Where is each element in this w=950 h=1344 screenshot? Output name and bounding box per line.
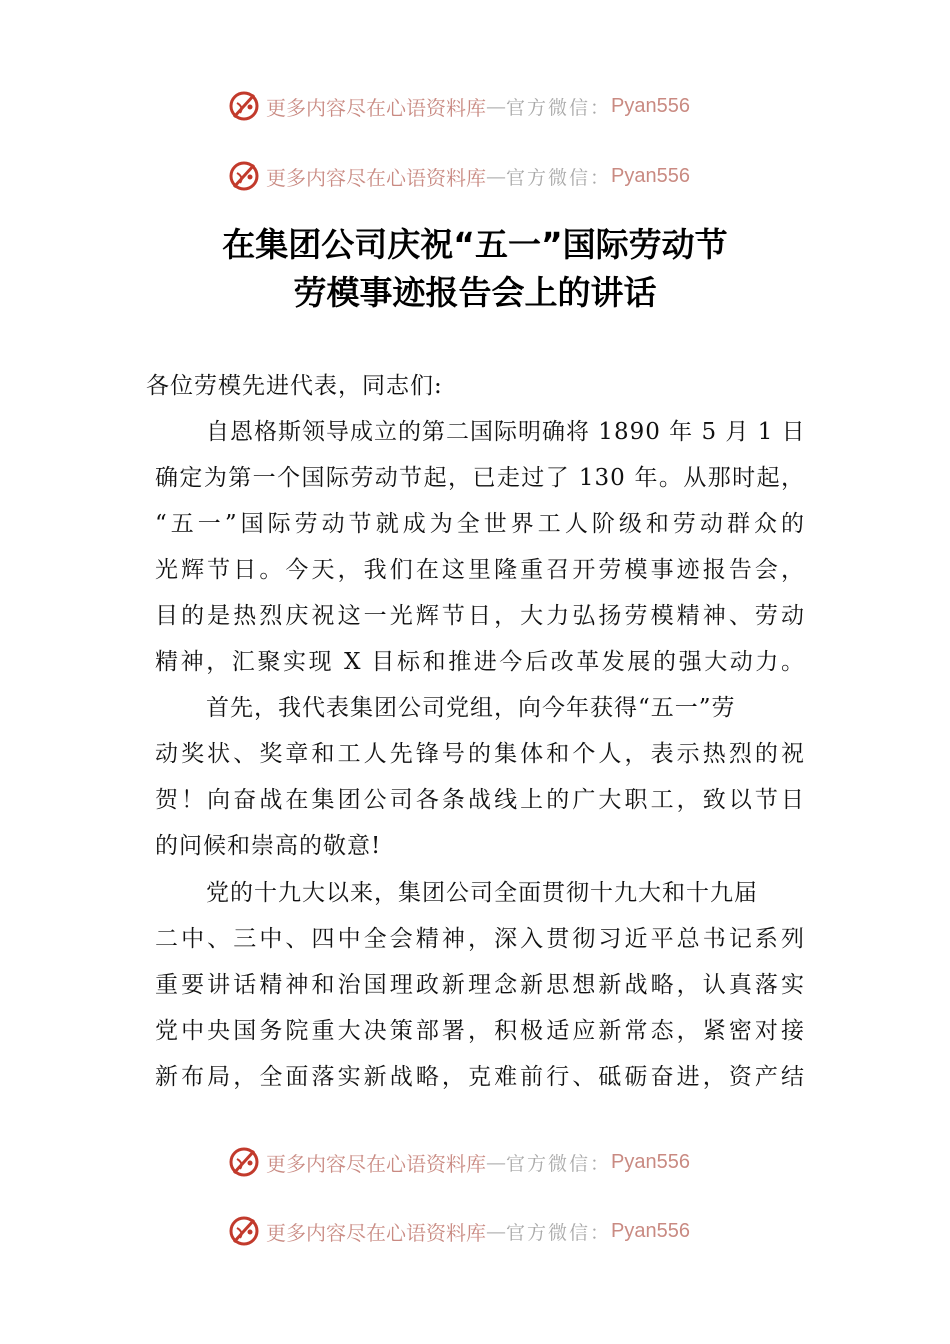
watermark-banner-3: [228, 1142, 748, 1182]
pen-logo-icon: [228, 159, 262, 193]
watermark-separator: —: [486, 94, 506, 118]
watermark-official-label: 官方微信：: [506, 166, 612, 189]
watermark-site-text: 更多内容尽在心语资料库: [266, 1151, 486, 1176]
pen-logo-icon: [228, 89, 262, 123]
watermark-wechat-id: Pyan556: [611, 164, 690, 187]
watermark-wechat-id: Pyan556: [611, 94, 690, 117]
watermark-separator: —: [486, 1219, 506, 1243]
paragraph-line: 新布局，全面落实新战略，克难前行、砥砺奋进，资产结: [155, 1064, 805, 1090]
watermark-official-label: 官方微信：: [506, 1221, 612, 1244]
paragraph-line: 党中央国务院重大决策部署，积极适应新常态，紧密对接: [155, 1018, 805, 1044]
watermark-official-label: 官方微信：: [506, 96, 612, 119]
document-title-line-1: 在集团公司庆祝“五一”国际劳动节: [222, 225, 728, 264]
watermark-site-text: 更多内容尽在心语资料库: [266, 165, 486, 190]
paragraph-line: 确定为第一个国际劳动节起，已走过了 130 年。从那时起，: [155, 465, 805, 491]
watermark-official-label: 官方微信：: [506, 1152, 612, 1175]
paragraph-line: 光辉节日。今天，我们在这里隆重召开劳模事迹报告会，: [155, 557, 805, 583]
watermark-wechat-id: Pyan556: [611, 1219, 690, 1242]
paragraph-line: 党的十九大以来，集团公司全面贯彻十九大和十九届: [206, 880, 758, 906]
watermark-wechat-id: Pyan556: [611, 1150, 690, 1173]
paragraph-line: “五一”国际劳动节就成为全世界工人阶级和劳动群众的: [155, 511, 805, 537]
paragraph-line: 二中、三中、四中全会精神，深入贯彻习近平总书记系列: [155, 926, 805, 952]
paragraph-line: 动奖状、奖章和工人先锋号的集体和个人，表示热烈的祝: [155, 741, 805, 767]
pen-logo-icon: [228, 1214, 262, 1248]
watermark-separator: —: [486, 1150, 506, 1174]
paragraph-line: 目的是热烈庆祝这一光辉节日，大力弘扬劳模精神、劳动: [155, 603, 805, 629]
watermark-site-text: 更多内容尽在心语资料库: [266, 1220, 486, 1245]
watermark-separator: —: [486, 164, 506, 188]
watermark-banner-2: [228, 156, 748, 196]
pen-logo-icon: [228, 1145, 262, 1179]
paragraph-line: 自恩格斯领导成立的第二国际明确将 1890 年 5 月 1 日: [206, 419, 806, 445]
paragraph-line: 精神，汇聚实现 X 目标和推进今后改革发展的强大动力。: [155, 649, 805, 675]
watermark-banner-1: [228, 86, 748, 126]
document-title-line-2: 劳模事迹报告会上的讲话: [293, 273, 657, 312]
salutation: 各位劳模先进代表，同志们:: [146, 373, 443, 399]
watermark-site-text: 更多内容尽在心语资料库: [266, 95, 486, 120]
paragraph-line: 首先，我代表集团公司党组，向今年获得“五一”劳: [206, 695, 736, 721]
paragraph-line: 重要讲话精神和治国理政新理念新思想新战略，认真落实: [155, 972, 805, 998]
paragraph-line: 的问候和崇高的敬意!: [155, 833, 382, 859]
watermark-banner-4: [228, 1211, 748, 1251]
paragraph-line: 贺！向奋战在集团公司各条战线上的广大职工，致以节日: [155, 787, 805, 813]
